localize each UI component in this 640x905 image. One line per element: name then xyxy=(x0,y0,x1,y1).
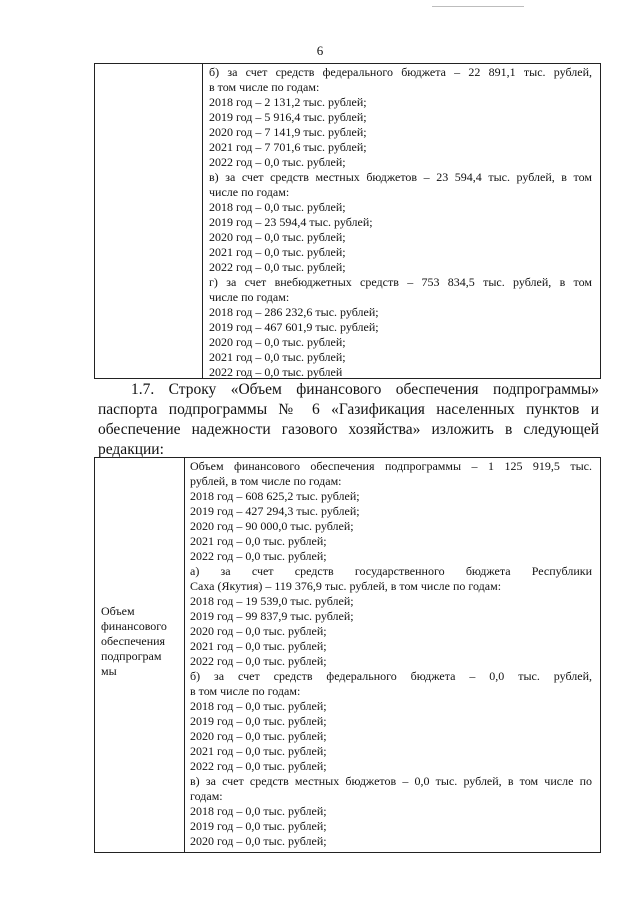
table-line: 2020 год – 90 000,0 тыс. рублей; xyxy=(190,519,354,533)
label-line: мы xyxy=(101,664,117,678)
table-line: б) за счет средств федерального бюджета – 0,0 тыс. рублей, xyxy=(190,669,592,683)
page-number: 6 xyxy=(316,43,324,58)
table-line: 2022 год – 0,0 тыс. рублей; xyxy=(190,759,327,773)
table-line: 2021 год – 7 701,6 тыс. рублей; xyxy=(209,140,367,154)
table-line: 2020 год – 0,0 тыс. рублей; xyxy=(209,335,346,349)
table-line: 2021 год – 0,0 тыс. рублей; xyxy=(209,245,346,259)
table-line: 2021 год – 0,0 тыс. рублей; xyxy=(209,350,346,364)
table-line: 2022 год – 0,0 тыс. рублей; xyxy=(190,654,327,668)
table-line: годам: xyxy=(190,789,223,803)
table-line: 2022 год – 0,0 тыс. рублей; xyxy=(209,260,346,274)
paragraph-line: паспорта подпрограммы № 6 «Газификация населенных пунктов и xyxy=(98,401,599,418)
table-line: числе по годам: xyxy=(209,185,290,199)
table-line: г) за счет внебюджетных средств – 753 834,5 тыс. рублей, в том xyxy=(209,275,592,289)
label-line: обеспечения xyxy=(101,634,166,648)
table-line: 2019 год – 0,0 тыс. рублей; xyxy=(190,819,327,833)
table-line: 2018 год – 19 539,0 тыс. рублей; xyxy=(190,594,354,608)
table-line: в том числе по годам: xyxy=(209,80,320,94)
table-line: 2019 год – 0,0 тыс. рублей; xyxy=(190,714,327,728)
table-line: 2020 год – 0,0 тыс. рублей; xyxy=(190,834,327,848)
table-line: 2018 год – 608 625,2 тыс. рублей; xyxy=(190,489,360,503)
table-line: в том числе по годам: xyxy=(190,684,301,698)
table-line: 2020 год – 0,0 тыс. рублей; xyxy=(190,624,327,638)
table-line: 2021 год – 0,0 тыс. рублей; xyxy=(190,534,327,548)
table-line: 2020 год – 7 141,9 тыс. рублей; xyxy=(209,125,367,139)
table-line: 2019 год – 427 294,3 тыс. рублей; xyxy=(190,504,360,518)
label-line: подпрограм xyxy=(101,649,162,663)
table-line: 2019 год – 5 916,4 тыс. рублей; xyxy=(209,110,367,124)
table-line: а) за счет средств государственного бюджета Республики xyxy=(190,564,592,578)
table-line: 2020 год – 0,0 тыс. рублей; xyxy=(190,729,327,743)
table-line: Объем финансового обеспечения подпрограммы – 1 125 919,5 тыс. xyxy=(190,459,592,473)
table-line: 2021 год – 0,0 тыс. рублей; xyxy=(190,639,327,653)
funding-label xyxy=(101,604,187,679)
paragraph-line: редакции: xyxy=(98,441,164,458)
top-rule xyxy=(432,6,524,7)
table-line: 2021 год – 0,0 тыс. рублей; xyxy=(190,744,327,758)
table-content-cell xyxy=(202,64,600,378)
table-line: рублей, в том числе по годам: xyxy=(190,474,342,488)
table-line: 2020 год – 0,0 тыс. рублей; xyxy=(209,230,346,244)
table-line: 2018 год – 0,0 тыс. рублей; xyxy=(190,699,327,713)
table-line: в) за счет средств местных бюджетов – 0,0 тыс. рублей, в том числе по xyxy=(190,774,592,788)
funding-table-continued xyxy=(94,63,601,379)
table-line: 2018 год – 286 232,6 тыс. рублей; xyxy=(209,305,379,319)
table-line: 2018 год – 0,0 тыс. рублей; xyxy=(190,804,327,818)
amendment-paragraph xyxy=(98,380,599,460)
table-line: б) за счет средств федерального бюджета – 22 891,1 тыс. рублей, xyxy=(209,65,592,79)
table-label-cell xyxy=(95,458,185,852)
table-label-cell-empty xyxy=(95,64,203,378)
label-line: Объем xyxy=(101,604,135,618)
table-line: в) за счет средств местных бюджетов – 23 594,4 тыс. рублей, в том xyxy=(209,170,592,184)
funding-table-new xyxy=(94,457,601,853)
table-line: 2022 год – 0,0 тыс. рублей; xyxy=(190,549,327,563)
label-line: финансового xyxy=(101,619,167,633)
table-line: 2022 год – 0,0 тыс. рублей xyxy=(209,365,343,379)
table-line: 2018 год – 2 131,2 тыс. рублей; xyxy=(209,95,367,109)
table-line: 2018 год – 0,0 тыс. рублей; xyxy=(209,200,346,214)
table-line: 2022 год – 0,0 тыс. рублей; xyxy=(209,155,346,169)
paragraph-line: 1.7. Строку «Объем финансового обеспечения подпрограммы» xyxy=(131,381,599,398)
table-line: 2019 год – 23 594,4 тыс. рублей; xyxy=(209,215,373,229)
table-line: 2019 год – 99 837,9 тыс. рублей; xyxy=(190,609,354,623)
paragraph-line: обеспечение надежности газового хозяйства» изложить в следующей xyxy=(98,421,599,438)
table-line: числе по годам: xyxy=(209,290,290,304)
table-content-cell xyxy=(184,458,600,852)
table-line: Саха (Якутия) – 119 376,9 тыс. рублей, в том числе по годам: xyxy=(190,579,502,593)
table-line: 2019 год – 467 601,9 тыс. рублей; xyxy=(209,320,379,334)
